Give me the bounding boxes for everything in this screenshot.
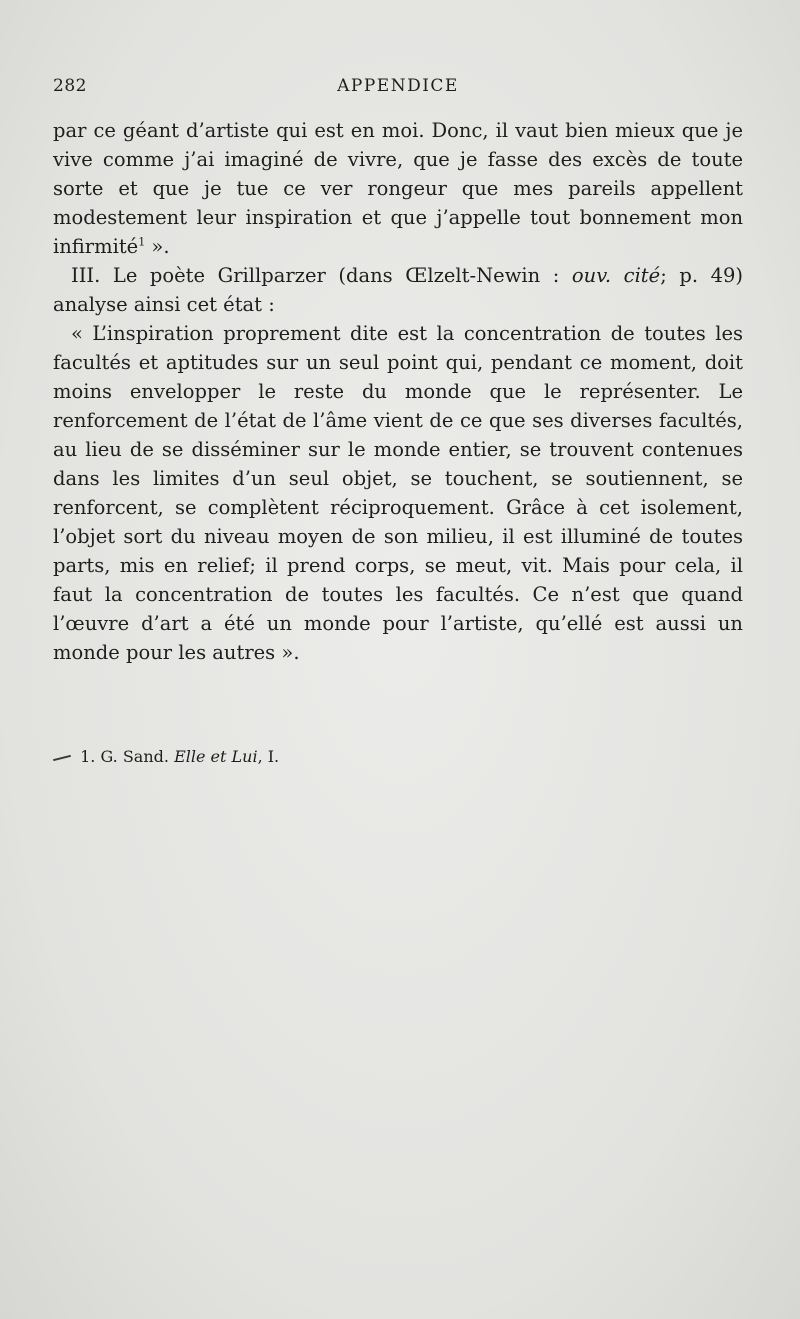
main-text — [53, 116, 743, 667]
paragraph-end: ; p. 49) analyse ainsi cet état : — [53, 264, 744, 316]
paragraph-grillparzer — [53, 261, 743, 319]
footnote-title: Elle et Lui — [174, 747, 258, 766]
running-title: APPENDICE — [337, 76, 459, 96]
footnote-author: G. Sand. — [100, 747, 169, 766]
citation-italic: ouv. cité — [571, 264, 661, 287]
footnote-reference: 1 — [138, 235, 146, 249]
paragraph-end: ». — [145, 235, 170, 258]
quotation-text: « L’inspiration proprement dite est la concentration de toutes les facultés et aptitudes sur un seul point qui, pendant ce moment, doit moins envelopper le reste du monde que le représenter. Le renforcement de l’état de l’âme vient de ce que ses diverses facultés, au lieu de se disséminer sur le monde entier, se trouvent contenues dans les limites d’un seul objet, se touchent, se soutiennent, se renforcent, se complètent réciproquement. Grâce à cet isolement, l’objet sort du niveau moyen de son milieu, il est illuminé de toutes parts, mis en relief; il prend corps, se meut, vit. Mais pour cela, il faut la concentration de toutes les facultés. Ce n’est que quand l’œuvre d’art a été un monde pour l’artiste, qu’ellé est aussi un monde pour les autres ». — [53, 322, 743, 664]
page-header — [53, 76, 743, 104]
paragraph-text: par ce géant d’artiste qui est en moi. Donc, il vaut bien mieux que je vive comme j’ai imaginé de vivre, que je fasse des excès de toute sorte et que je tue ce ver rongeur que mes pareils appellent modestement leur inspiration et que j’appelle tout bonnement mon infirmité — [53, 119, 743, 258]
footnote-number: 1. — [80, 747, 96, 766]
footnote — [53, 745, 743, 769]
pencil-mark-icon — [53, 754, 71, 760]
footnote-end: , I. — [257, 747, 280, 766]
paragraph-continued — [53, 116, 743, 261]
paragraph-text: III. Le poète Grillparzer (dans Œlzelt-Newin : — [71, 264, 572, 287]
paragraph-quotation — [53, 319, 743, 667]
page-number: 282 — [53, 76, 87, 96]
